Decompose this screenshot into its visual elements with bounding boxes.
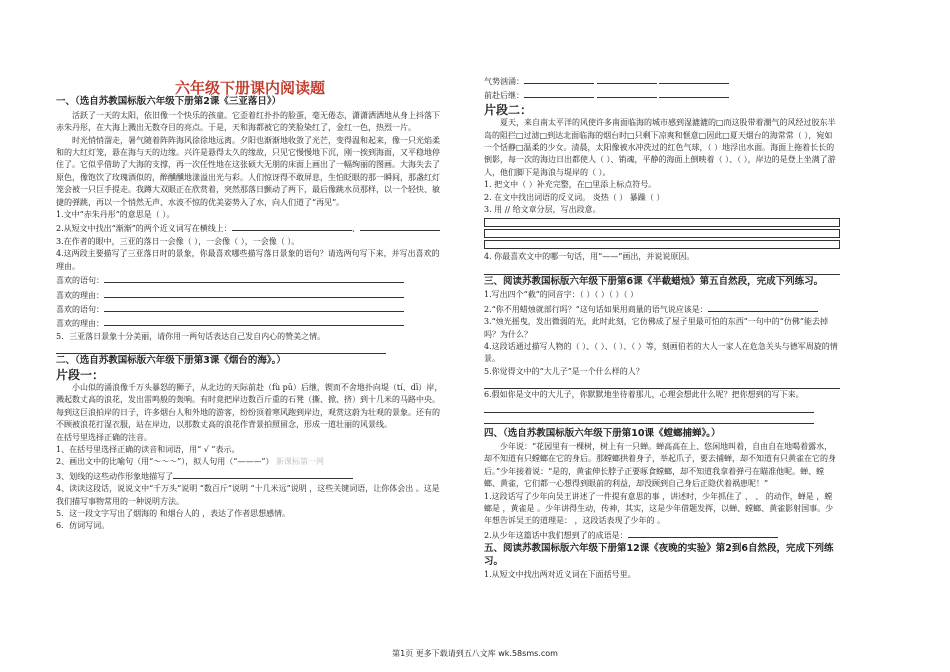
s1-like-sentence-1: 喜欢的语句： bbox=[56, 273, 444, 287]
segment-2-label: 片段二： bbox=[484, 102, 533, 117]
s2-paragraph: 小山似的涌浪像千万头暴怒的狮子，从北边的天际前赴（fù pū）后继，锲而不舍地扑向堤（tí、dī）岸，溅起数丈高的浪花，发出雷鸣般的轰响。有时竟把岸边数百斤重的石凳（撕、掀、挤）到十几米的马路中央。每到这巨浪拍岸的日子，许多烟台人和外地的游客，纷纷顶着寒风跑到岸边，观赏这蔚为壮观的景象。还有的不顾被浪花打湿衣服，站在岸边，以那数丈高的浪花作背景拍照留念，形成一道壮丽的风景线。 bbox=[56, 382, 443, 430]
s5-question-1: 1.从短文中找出两对近义词在下面括号里。 bbox=[484, 570, 636, 579]
left-column bbox=[56, 0, 444, 533]
s4-question-2: 2.从少年这篇话中我们想到了的成语是： bbox=[484, 528, 840, 542]
segment-1-label: 片段一： bbox=[56, 367, 105, 382]
s3-q6-line-2 bbox=[484, 413, 814, 424]
answer-box-1 bbox=[484, 218, 840, 227]
s2-question-1: 1、在括号里选择正确的读音和词语，用“ √ ”表示。 bbox=[56, 444, 240, 454]
s1-question-5: 5．三亚落日景象十分美丽，请你用一两句话表达自己发自内心的赞美之情。 bbox=[56, 331, 326, 341]
top-answer-2: 前赴后继： bbox=[484, 88, 840, 102]
s4-paragraph: 少年说：“花园里有一棵树，树上有一只蝉。蝉高高在上、悠闲地叫着，自由自在地喝着露水，却不知道有只螳螂在它的身后。那螳螂拱着身子，举起爪子，要去捕蝉，却不知道有只黄雀在它的身后。”少年接着说：“是的，黄雀伸长脖子正要啄食螳螂，却不知道我拿着弹弓在瞄准他呢。蝉、螳螂、黄雀，它们都一心想得到眼前的利益，却没顾到自己身后正隐伏着祸患呢！” bbox=[484, 441, 836, 489]
answer-box-2 bbox=[484, 229, 840, 238]
s3-q5-line bbox=[484, 378, 840, 389]
section-2-heading: 二、（选自苏教国标版六年级下册第3课《烟台的海》。） bbox=[56, 355, 286, 367]
r-question-3: 3. 用 // 给文章分层，写出段意。 bbox=[484, 205, 601, 215]
s3-question-5: 5.你觉得文中的“大儿子”是一个什么样的人？ bbox=[484, 366, 644, 376]
s3-question-2: 2.“你不用蜡烛就部行吗？”这句话如果用商量的语气说应该是： bbox=[484, 302, 840, 316]
s1-question-3: 3.在作者的眼中，三亚的落日一会像（ ），一会像（ ），一会像（ ）。 bbox=[56, 236, 300, 246]
watermark: 新课标第一网 bbox=[276, 457, 324, 467]
s3-question-3: 3.“烛光摇曳，发出微弱的光，此时此刻，它仿佛成了屋子里最可怕的东西”一句中的“仿佛”能去掉吗？为什么？ bbox=[484, 317, 828, 339]
s2-question-5: 5．这一段文字写出了烟海的 和烟台人的 ，表达了作者思想感情。 bbox=[56, 509, 291, 518]
s1-question-2: 2.从短文中找出“渐渐”的两个近义词写在横线上： 、 bbox=[56, 221, 444, 235]
r-question-4: 4. 你最喜欢文中的哪一句话，用“——”画出，并说说原因。 bbox=[484, 252, 695, 262]
s3-question-1: 1.写出四个“截”的同音字：（ ）（ ）（ ）（ ） bbox=[484, 290, 638, 300]
right-column bbox=[484, 0, 840, 581]
s1-paragraph-2: 时光悄悄溜走，暑气随着阵阵海风徐徐地远离。夕阳也渐渐地收敛了光芒，变得温和起来，像一只光焰柔和的大红灯笼，悬在海与天的边缘。兴许是悬得太久的缘故，只见它慢慢地下沉，刚一挨到海面，又平稳地停住了。它似乎借助了大海的支撑，再一次任性地在这张硕大无朋的床面上画出了一幅绚丽的图画。大海失去了原色，像饱饮了玫瑰酒似的，醉醺醺地漾溢出光与彩。人们惊讶得不敢屏息，生怕眨眼的那一瞬间，那盏红灯笼会被一只巨手提走。我蹲大双眼正在欣赏着，突然那落日颤动了两下，最后像跳水员那样，以一个轻快、敏捷的弹跳，再以一个悄然无声、水波不惊的优美姿势入了水，向人们道了“再见”。 bbox=[56, 135, 440, 207]
s3-question-6: 6.假如你是文中的大儿子，你默默地坐待着那儿，心理会想此什么呢？把你想到的写下来。 bbox=[484, 390, 804, 400]
s2-question-4: 4、读读这段话，说说文中“千万头”说明 “数百斤”说明 “十几米远”说明 ，这些关键词语，让你体会出 。这是我们描写事物常用的一种说明方法。 bbox=[56, 484, 440, 506]
s1-question-1: 1.文中“赤朱丹彤”的意思是（ ）。 bbox=[56, 210, 175, 220]
s3-q6-line-1 bbox=[484, 402, 814, 413]
section-5-heading: 五、阅读苏教国标版六年级下册第12课《夜晚的实验》第2到6自然段，完成下列练习。 bbox=[484, 543, 834, 567]
s1-paragraph-1: 活跃了一天的太阳，依旧像一个快乐的孩童。它歪着红扑扑的脸蛋，毫无倦态，潇潇洒洒地从身上抖落下赤朱丹彤，在大海上溅出无数夺目的亮点。于是，天和海都被它的笑脸染红了，金红一色，热烈一片。 bbox=[56, 110, 440, 133]
top-answer-1: 气势汹涌： bbox=[484, 74, 840, 88]
section-3-heading: 三、阅读苏教国标版六年级下册第6课《半截蜡烛》第五自然段，完成下列练习。 bbox=[484, 275, 824, 287]
s1-like-sentence-2: 喜欢的语句： bbox=[56, 302, 444, 316]
r-question-2: 2. 在文中找出词语的反义词。 炎热（ ） 暴躁（ ） bbox=[484, 192, 665, 202]
page-title: 六年级下册课内阅读题 bbox=[174, 79, 325, 97]
r-q4-line bbox=[484, 264, 840, 275]
section-4-heading: 四、（选自苏教国标版六年级下册第10课《螳螂捕蝉》。） bbox=[484, 427, 721, 439]
answer-box-3 bbox=[484, 240, 840, 249]
s4-question-1: 1.这段话写了少年向吴王讲述了一件提有意思的事 ，讲述时，少年抓住了 、 、 的动作，蝉是 ，螳螂是 ，黄雀是 。少年讲得生动，传神，其实，这是少年借题发挥，以蝉、螳螂、黄雀影射国事。少年想告诉吴王的道理是： ，这段话表现了少年的 。 bbox=[484, 491, 834, 526]
s2-question-0: 在括号里选择正确的注音。 bbox=[56, 432, 152, 442]
section-1-heading: 一、（选自苏教国标版六年级下册第2课《三亚落日》） bbox=[56, 96, 282, 108]
s1-question-4: 4.这两段主要描写了三亚落日时的景象，你最喜欢哪些描写落日景象的语句？请选两句写下来，并写出喜欢的理由。 bbox=[56, 249, 440, 271]
s1-like-reason-1: 喜欢的理由： bbox=[56, 288, 444, 302]
page-footer: 第1页 更多下载请到五八文库 wk.58sms.com bbox=[392, 649, 558, 658]
s2-question-2: 2、画出文中的比喻句（用“～～～”），拟人句用（“———”） 新课标第一网 bbox=[56, 457, 324, 467]
s1-answer-line bbox=[56, 343, 386, 354]
r-question-1: 1. 把文中（ ）补充完整，在□里添上标点符号。 bbox=[484, 180, 657, 190]
s1-like-reason-2: 喜欢的理由： bbox=[56, 316, 444, 330]
s2-question-3: 3、划线的这些动作形象地描写了 bbox=[56, 469, 444, 483]
s3-question-4: 4.这段话通过描写人物的（ ）、（ ）、（ ）、（ ）等，刻画伯若的大人一家人在危急关头与德军周旋的情景。 bbox=[484, 341, 838, 364]
s2-question-6: 6．仿词写词。 bbox=[56, 521, 110, 531]
seg2-paragraph: 夏天，来自南太平洋的风使许多南面临海的城市感到湿漉漉的□而这股带着潮气的风经过胶东半岛的阻拦□过滤□到达北面临海的烟台时□只剩下凉爽和惬意□因此□夏天烟台的海常常（ ），宛如一个恬静□温柔的少女。清晨，太阳像被水冲洗过的红色气球，（ ）地浮出水面。海面上拖着长长的倒影，每一次的海边日出都使人（ ）、销魂，平静的海面上倒映着（ ）、（ ），岸边的是登上坐满了游人，他们脚下是海浪与堤岸的（ ）。 bbox=[484, 118, 836, 177]
